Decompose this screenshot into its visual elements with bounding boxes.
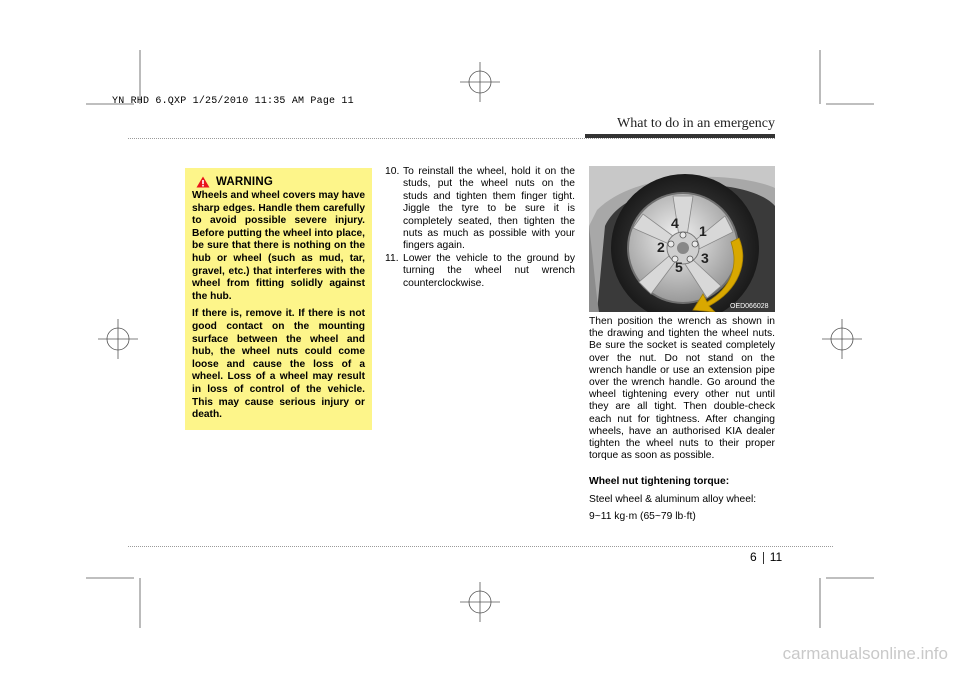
step-10 [385, 166, 575, 253]
wheel-nut-label-4: 4 [671, 215, 679, 231]
header-rule [128, 138, 775, 140]
body-paragraph: Then position the wrench as shown in the drawing and tighten the wheel nuts. Be sure the socket is seated completely over the nut. Do not stand on the wrench handle or use an extension pipe over the wrench handle. Go around the wheel tightening every other nut until they are all tight. Then double-check each nut for tightness. After changing wheels, have an authorised KIA dealer tighten the wheel nuts to their proper torque as soon as possible. [589, 316, 775, 462]
wheel-nut-label-2: 2 [657, 239, 665, 255]
header-rule-bar [585, 134, 775, 138]
wheel-nut-label-1: 1 [699, 223, 707, 239]
warning-triangle-icon [196, 176, 210, 188]
footer-rule [128, 546, 833, 548]
warning-text-1: Wheels and wheel covers may have sharp edges. Handle them carefully to avoid possible severe injury. Before putting the wheel into place, be sure that there is nothing on the hub or wheel (such as mud, tar, gravel, etc.) that interferes with the wheel from fitting solidly against the hub. [192, 190, 365, 302]
step-number: 10. [385, 166, 400, 177]
torque-heading: Wheel nut tightening torque: [589, 476, 730, 488]
wheel-nut-label-5: 5 [675, 259, 683, 275]
page-number-value: 11 [769, 550, 783, 564]
page-number [750, 550, 782, 564]
warning-title: WARNING [216, 176, 273, 188]
watermark: carmanualsonline.info [782, 644, 948, 663]
steps-column [385, 166, 575, 290]
step-11 [385, 253, 575, 290]
section-header: What to do in an emergency [617, 116, 775, 131]
torque-value: 9~11 kg·m (65~79 lb·ft) [589, 510, 696, 522]
warning-heading [196, 176, 365, 188]
step-number: 11. [385, 252, 399, 264]
body-column [589, 316, 775, 523]
torque-wheel-type: Steel wheel & aluminum alloy wheel: [589, 493, 757, 505]
print-slug: YN RHD 6.QXP 1/25/2010 11:35 AM Page 11 [112, 96, 354, 107]
chapter-number: 6 [750, 550, 757, 564]
wheel-nut-label-3: 3 [701, 250, 709, 266]
figure-code: OED066028 [730, 303, 769, 310]
page-number-divider [763, 552, 764, 564]
step-text: To reinstall the wheel, hold it on the studs, put the wheel nuts on the studs and tighten them finger tight. Jiggle the tyre to be sure it is completely seated, then tighten the nuts as much as possible with your fingers again. [403, 166, 575, 252]
step-text: Lower the vehicle to the ground by turning the wheel nut wrench counterclockwise. [403, 252, 575, 289]
warning-box [185, 168, 372, 430]
warning-text-2: If there is, remove it. If there is not good contact on the mounting surface between the wheel and hub, the wheel nuts could come loose and cause the loss of a wheel. Loss of a wheel may result in loss of control of the vehicle. This may cause serious injury or death. [192, 308, 365, 421]
wheel-illustration [589, 166, 775, 312]
